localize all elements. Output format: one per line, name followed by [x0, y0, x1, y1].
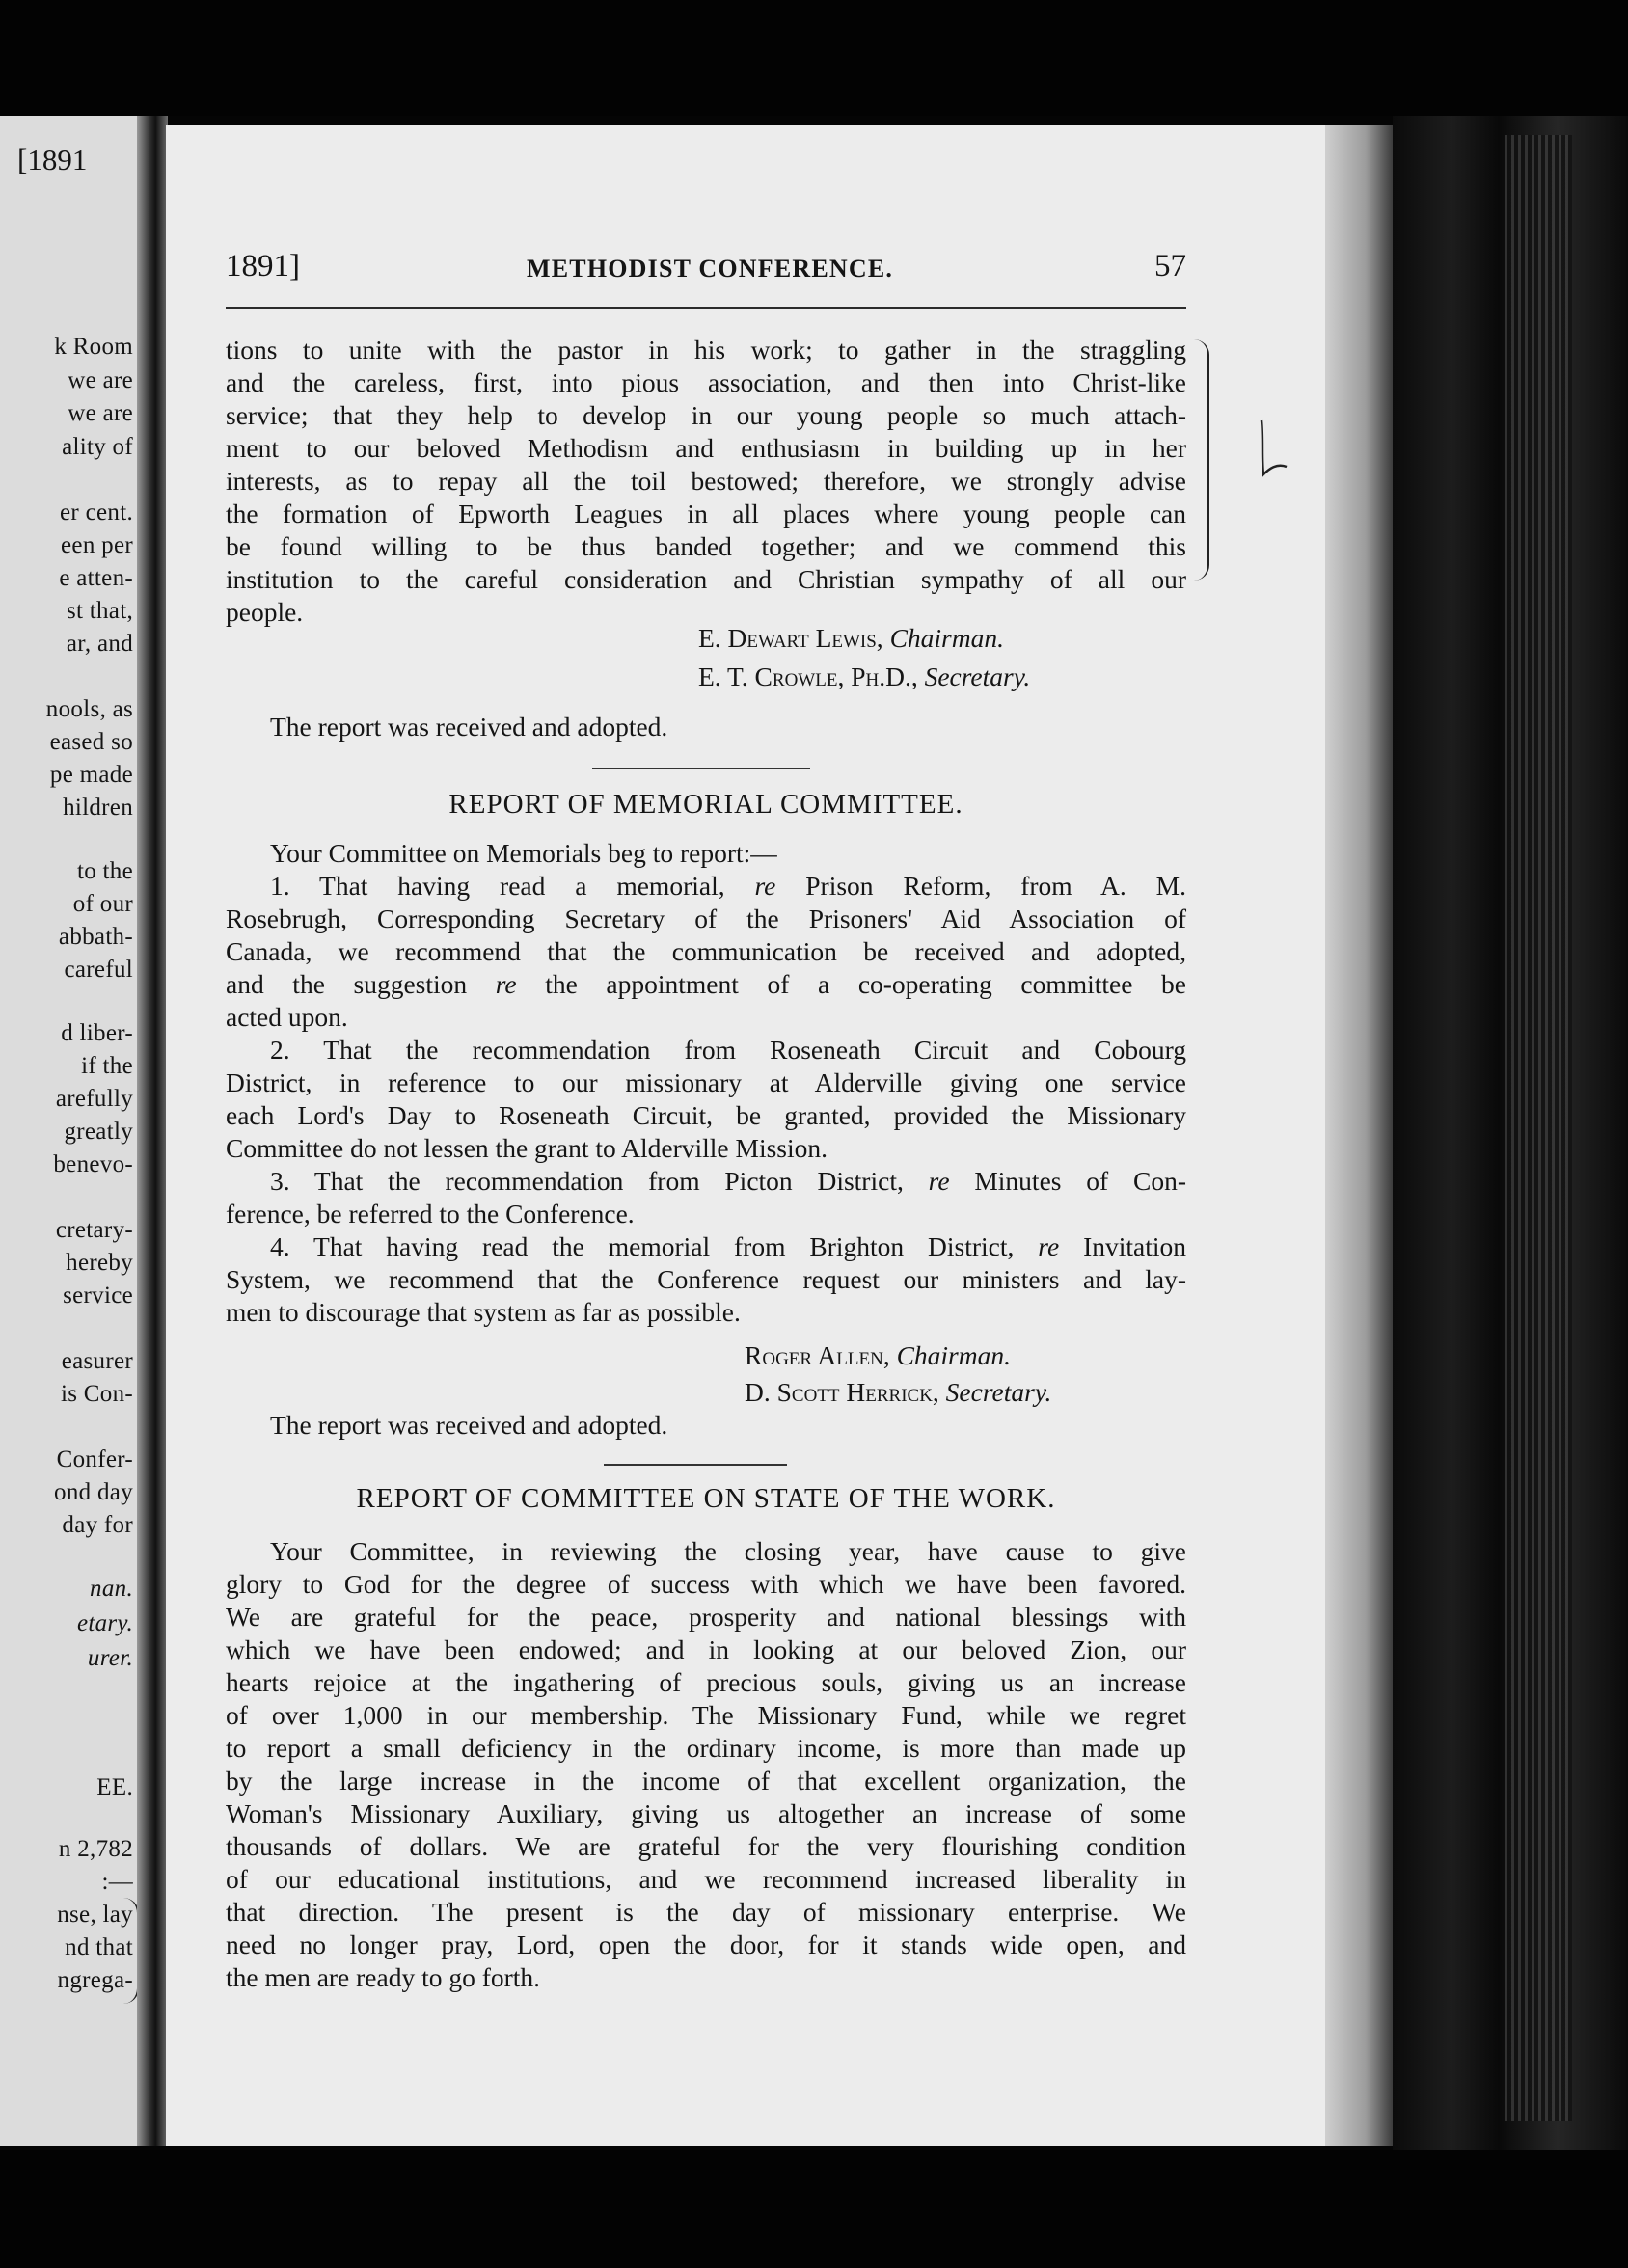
header-title: METHODIST CONFERENCE.: [527, 255, 894, 283]
epworth-secretary-signature: E. T. Crowle, Ph.D., Secretary.: [698, 662, 1031, 691]
paragraph-line: We are grateful for the peace, prosperity and national blessings with: [226, 1602, 1186, 1632]
paragraph-line: to report a small deficiency in the ordinary income, is more than made up: [226, 1733, 1186, 1763]
paragraph-line: interests, as to repay all the toil bestowed; therefore, we strongly advise: [226, 466, 1186, 496]
left-page-line: ality of: [62, 434, 133, 460]
page-right-edge: [1325, 125, 1393, 2146]
paragraph-line: and the careless, first, into pious association, and then into Christ-like: [226, 367, 1186, 397]
paragraph-line: tions to unite with the pastor in his work; to gather in the straggling: [226, 335, 1186, 364]
paragraph-line: of over 1,000 in our membership. The Missionary Fund, while we regret: [226, 1700, 1186, 1730]
paragraph-line: Woman's Missionary Auxiliary, giving us altogether an increase of some: [226, 1798, 1186, 1828]
left-page-line: k Room: [54, 334, 133, 360]
paragraph-line: need no longer pray, Lord, open the door, for it stands wide open, and: [226, 1930, 1186, 1959]
left-page-line: ond day: [54, 1479, 133, 1505]
paragraph-line: ference, be referred to the Conference.: [226, 1199, 635, 1228]
section-heading: REPORT OF MEMORIAL COMMITTEE.: [448, 789, 963, 820]
paragraph-line: the formation of Epworth Leagues in all places where young people can: [226, 499, 1186, 528]
left-page-line: urer.: [87, 1645, 133, 1671]
paragraph-line: people.: [226, 597, 304, 627]
paragraph-line: each Lord's Day to Roseneath Circuit, be granted, provided the Missionary: [226, 1100, 1186, 1130]
paragraph-line: the men are ready to go forth.: [226, 1962, 541, 1992]
paragraph-line: System, we recommend that the Conference request our ministers and lay-: [226, 1264, 1186, 1294]
section-heading: REPORT OF COMMITTEE ON STATE OF THE WORK.: [356, 1483, 1056, 1514]
header-rule: [226, 307, 1186, 309]
left-page-line: careful: [64, 957, 133, 983]
paragraph-line: Rosebrugh, Corresponding Secretary of the Prisoners' Aid Association of: [226, 904, 1186, 933]
paragraph-line: and the suggestion re the appointment of a co-operating committee be: [226, 969, 1187, 999]
adoption-note: The report was received and adopted.: [270, 1410, 668, 1440]
left-page-line: nools, as: [45, 696, 133, 722]
paragraph-line: 4. That having read the memorial from Brighton District, re Invitation: [270, 1231, 1186, 1261]
left-page-line: nse, lay: [57, 1902, 133, 1928]
memorial-chairman-signature: Roger Allen, Chairman.: [745, 1340, 1011, 1370]
paragraph-line: thousands of dollars. We are grateful for the very flourishing condition: [226, 1831, 1186, 1861]
left-page-line: greatly: [64, 1119, 133, 1145]
paragraph-line: 1. That having read a memorial, re Prison Reform, from A. M.: [270, 871, 1186, 901]
left-page-line: cretary-: [55, 1217, 133, 1243]
left-page-line: of our: [72, 891, 133, 917]
paragraph-line: by the large increase in the income of that excellent organization, the: [226, 1766, 1186, 1796]
left-page-line: ar, and: [66, 631, 133, 657]
left-page-line: eased so: [49, 729, 133, 755]
left-page-line: etary.: [76, 1610, 133, 1636]
paragraph-line: of our educational institutions, and we recommend increased liberality in: [226, 1864, 1186, 1894]
left-page-line: nan.: [90, 1576, 133, 1602]
left-page-line: er cent.: [60, 500, 133, 526]
paragraph-line: be found willing to be thus banded together; and we commend this: [226, 531, 1186, 561]
left-page-line: is Con-: [60, 1381, 133, 1407]
paragraph-line: District, in reference to our missionary at Alderville giving one service: [226, 1067, 1186, 1097]
left-page-line: n 2,782: [58, 1836, 133, 1862]
memorial-secretary-signature: D. Scott Herrick, Secretary.: [745, 1377, 1052, 1407]
left-page-line: we are: [68, 367, 133, 393]
left-page-line: service: [63, 1282, 133, 1309]
left-page-line: st that,: [66, 598, 133, 624]
scan-border-bottom: [0, 2150, 1628, 2268]
section-divider: [604, 1464, 787, 1466]
handwritten-mark: [1254, 415, 1292, 482]
paragraph-line: institution to the careful consideration and Christian sympathy of all our: [226, 564, 1186, 594]
left-page-line: een per: [61, 532, 133, 558]
left-page-line: e atten-: [59, 565, 133, 591]
paragraph-line: Committee do not lessen the grant to Alderville Mission.: [226, 1133, 828, 1163]
scan-border-top: [0, 0, 1628, 116]
paragraph-line: glory to God for the degree of success with which we have been favored.: [226, 1569, 1186, 1599]
paragraph-line: hearts rejoice at the ingathering of precious souls, giving us an increase: [226, 1667, 1186, 1697]
paragraph-line: that direction. The present is the day of missionary enterprise. We: [226, 1897, 1186, 1927]
left-page-line: nd that: [65, 1934, 133, 1960]
paragraph-line: Your Committee, in reviewing the closing year, have cause to give: [270, 1536, 1186, 1566]
header-year: 1891]: [226, 249, 300, 284]
left-page-line: EE.: [96, 1774, 133, 1800]
paragraph-line: Canada, we recommend that the communication be received and adopted,: [226, 936, 1186, 966]
left-page-line: d liber-: [61, 1020, 133, 1046]
left-page-line: hereby: [66, 1250, 133, 1276]
paragraph-line: 2. That the recommendation from Roseneath Circuit and Cobourg: [270, 1035, 1186, 1065]
paragraph-line: which we have been endowed; and in looking at our beloved Zion, our: [226, 1634, 1186, 1664]
book-gutter: [137, 116, 168, 2146]
margin-bracket: [1194, 339, 1209, 580]
left-page-line: pe made: [49, 762, 133, 788]
left-page-line: arefully: [55, 1086, 133, 1112]
left-page-line: ngrega-: [57, 1967, 133, 1993]
adoption-note: The report was received and adopted.: [270, 712, 668, 742]
paragraph-line: 3. That the recommendation from Picton District, re Minutes of Con-: [270, 1166, 1186, 1196]
epworth-chairman-signature: E. Dewart Lewis, Chairman.: [698, 623, 1004, 653]
left-page-line: day for: [62, 1512, 133, 1538]
left-page-line: Confer-: [56, 1446, 133, 1472]
left-page-line: if the: [81, 1053, 133, 1079]
paragraph-line: acted upon.: [226, 1002, 348, 1032]
paragraph-line: men to discourage that system as far as possible.: [226, 1297, 741, 1327]
left-page-header: [1891: [17, 143, 88, 176]
paragraph-line: Your Committee on Memorials beg to report:—: [270, 838, 777, 868]
left-page-line: abbath-: [58, 924, 133, 950]
page-edges: [1505, 135, 1572, 2121]
running-header: [226, 249, 1186, 293]
paragraph-line: service; that they help to develop in our young people so much attach-: [226, 400, 1186, 430]
left-page-line: easurer: [61, 1348, 133, 1374]
left-page-line: hildren: [63, 795, 133, 821]
paragraph-line: ment to our beloved Methodism and enthusiasm in building up in her: [226, 433, 1186, 463]
section-divider: [592, 768, 810, 770]
left-page-line: benevo-: [53, 1151, 133, 1177]
page-number: 57: [1154, 249, 1186, 284]
left-page-line: to the: [76, 858, 133, 884]
left-page-line: :—: [101, 1869, 133, 1895]
left-page-line: we are: [68, 400, 133, 426]
